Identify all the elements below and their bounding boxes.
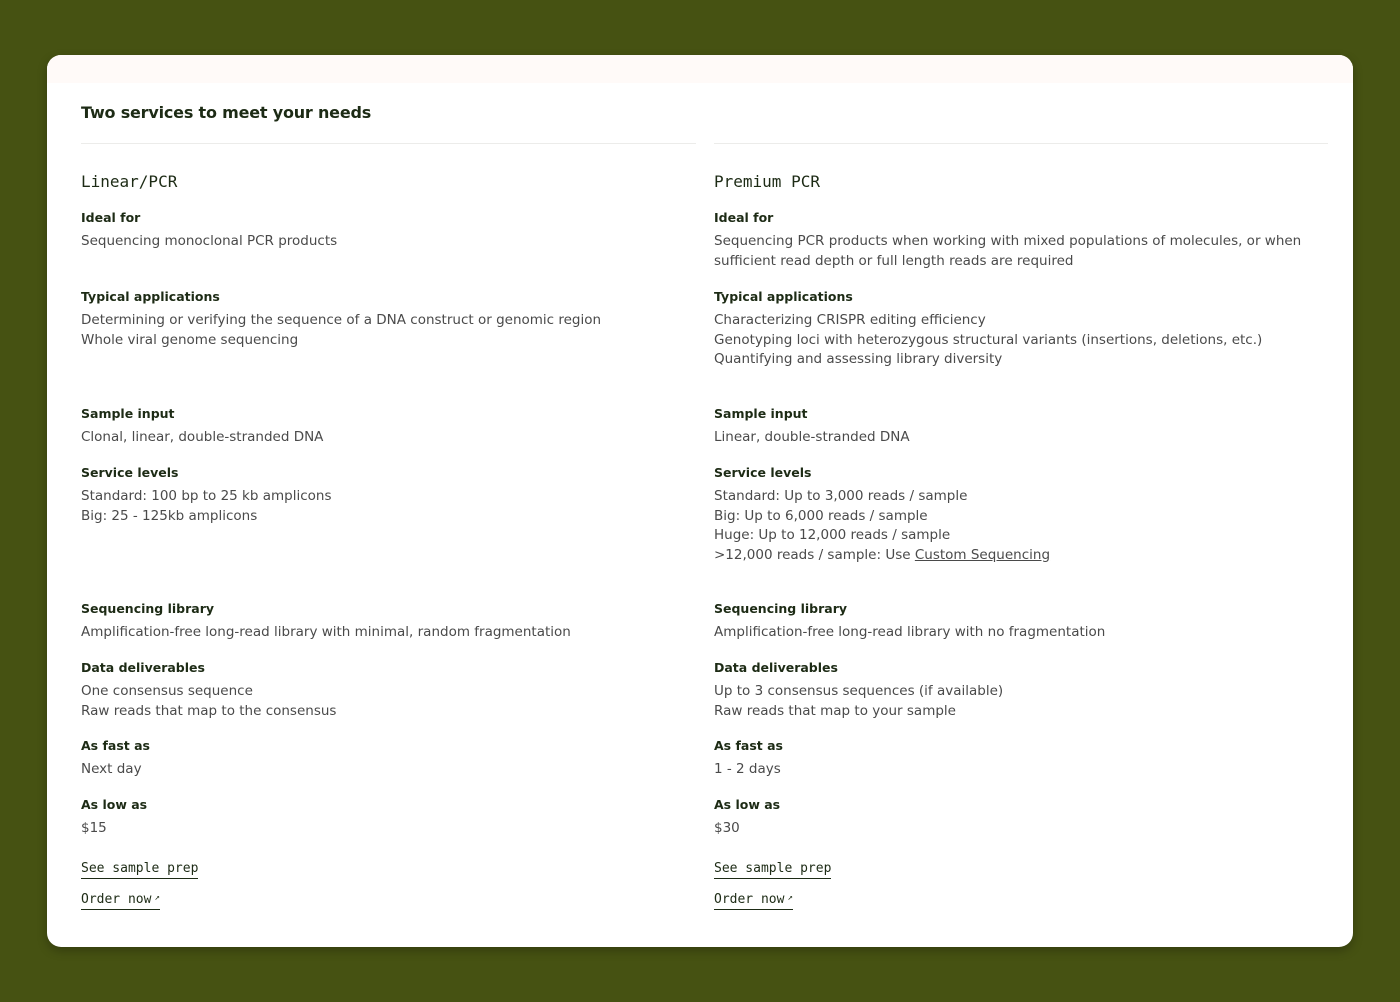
text-line: sufficient read depth or full length reads are required	[714, 252, 1074, 269]
sample-input-text	[714, 428, 1328, 448]
service-title: Linear/PCR	[81, 172, 178, 191]
data-deliverables-label: Data deliverables	[714, 660, 838, 675]
service-title: Premium PCR	[714, 172, 820, 191]
text-line: Next day	[81, 761, 142, 777]
typical-applications-text	[714, 311, 1328, 370]
see-sample-prep-link[interactable]: See sample prep	[81, 861, 198, 879]
sample-input-text	[81, 428, 696, 448]
ideal-for-section	[81, 209, 696, 252]
order-now-link[interactable]	[714, 890, 793, 910]
text-line: Whole viral genome sequencing	[81, 331, 299, 348]
text-line: Amplification-free long-read library with minimal, random fragmentation	[81, 624, 571, 640]
text-line: One consensus sequence	[81, 683, 253, 699]
typical-applications-section	[714, 288, 1328, 370]
data-deliverables-text	[714, 682, 1328, 721]
typical-applications-label: Typical applications	[714, 289, 853, 304]
ideal-for-label: Ideal for	[81, 210, 141, 225]
text-line: Determining or verifying the sequence of a DNA construct or genomic region	[81, 312, 602, 328]
as-fast-as-label: As fast as	[81, 738, 150, 753]
as-low-as-section	[714, 796, 1328, 839]
order-now-label: Order now	[81, 892, 152, 907]
service-levels-label: Service levels	[714, 465, 812, 480]
text-line: Characterizing CRISPR editing efficiency	[714, 312, 986, 328]
text-line	[714, 546, 1328, 566]
sample-input-section	[714, 405, 1328, 448]
ideal-for-text	[81, 232, 696, 252]
typical-applications-label: Typical applications	[81, 289, 220, 304]
text-line: Quantifying and assessing library diversity	[714, 351, 1003, 367]
text-line: Standard: Up to 3,000 reads / sample	[714, 488, 968, 504]
sample-input-section	[81, 405, 696, 448]
text-line: 1 - 2 days	[714, 761, 781, 777]
card-top-band	[47, 55, 1353, 83]
sequencing-library-section	[714, 600, 1328, 643]
service-levels-text	[81, 487, 696, 526]
text-line: Genotyping loci with heterozygous structural variants (insertions, deletions, etc.)	[714, 331, 1263, 348]
section-heading: Two services to meet your needs	[81, 103, 372, 122]
as-low-as-section	[81, 796, 696, 839]
custom-sequencing-link[interactable]: Custom Sequencing	[914, 546, 1051, 563]
sequencing-library-text	[81, 623, 696, 643]
sequencing-library-label: Sequencing library	[714, 601, 848, 616]
external-link-icon: ↗	[154, 893, 160, 903]
as-low-as-label: As low as	[81, 797, 148, 812]
text-line: Sequencing monoclonal PCR products	[81, 233, 338, 249]
external-link-icon: ↗	[787, 893, 793, 903]
typical-applications-text	[81, 311, 696, 350]
services-card	[47, 55, 1353, 947]
text-line: Standard: 100 bp to 25 kb amplicons	[81, 488, 332, 504]
as-low-as-text	[81, 819, 696, 839]
column-divider	[714, 143, 1328, 144]
text-line: Huge: Up to 12,000 reads / sample	[714, 527, 951, 543]
price: $15	[81, 820, 107, 836]
column-divider	[81, 143, 696, 144]
service-levels-section	[714, 464, 1328, 565]
text-line: Linear, double-stranded DNA	[714, 429, 910, 445]
as-low-as-label: As low as	[714, 797, 781, 812]
ideal-for-label: Ideal for	[714, 210, 774, 225]
text-line: Sequencing PCR products when working with mixed populations of molecules, or when	[714, 233, 1302, 249]
as-low-as-text	[714, 819, 1328, 839]
data-deliverables-text	[81, 682, 696, 721]
ideal-for-section	[714, 209, 1328, 271]
text-line: Big: 25 - 125kb amplicons	[81, 507, 258, 524]
data-deliverables-label: Data deliverables	[81, 660, 205, 675]
as-fast-as-text	[714, 760, 1328, 780]
as-fast-as-text	[81, 760, 696, 780]
text-line: Clonal, linear, double-stranded DNA	[81, 429, 324, 445]
data-deliverables-section	[81, 659, 696, 721]
text-line: Raw reads that map to the consensus	[81, 702, 337, 719]
order-now-label: Order now	[714, 892, 785, 907]
text-line: Raw reads that map to your sample	[714, 702, 956, 719]
see-sample-prep-link[interactable]: See sample prep	[714, 861, 831, 879]
sequencing-library-text	[714, 623, 1328, 643]
typical-applications-section	[81, 288, 696, 350]
text-line: Amplification-free long-read library with no fragmentation	[714, 624, 1106, 640]
sample-input-label: Sample input	[714, 406, 808, 421]
sample-input-label: Sample input	[81, 406, 175, 421]
as-fast-as-section	[81, 737, 696, 780]
as-fast-as-section	[714, 737, 1328, 780]
data-deliverables-section	[714, 659, 1328, 721]
custom-sequencing-prefix: >12,000 reads / sample: Use	[714, 546, 915, 563]
as-fast-as-label: As fast as	[714, 738, 783, 753]
price: $30	[714, 820, 740, 836]
text-line: Up to 3 consensus sequences (if available)	[714, 683, 1004, 699]
text-line: Big: Up to 6,000 reads / sample	[714, 507, 928, 524]
sequencing-library-label: Sequencing library	[81, 601, 215, 616]
service-levels-section	[81, 464, 696, 526]
service-levels-label: Service levels	[81, 465, 179, 480]
ideal-for-text	[714, 232, 1328, 271]
sequencing-library-section	[81, 600, 696, 643]
service-levels-text	[714, 487, 1328, 565]
order-now-link[interactable]	[81, 890, 160, 910]
